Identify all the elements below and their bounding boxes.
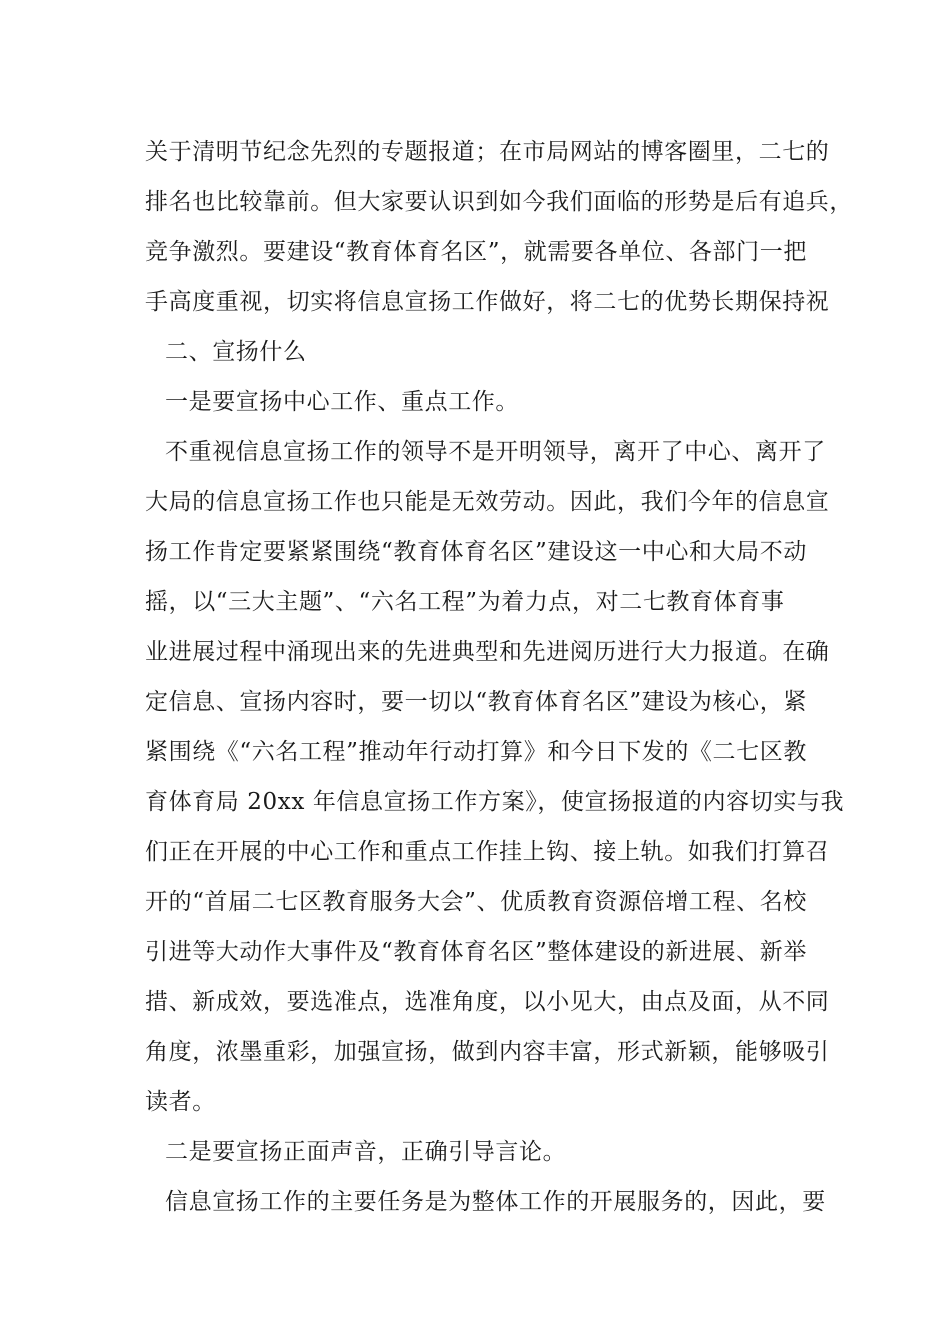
text-line: 紧围绕《“六名工程”推动年行动打算》和今日下发的《二七区教 <box>145 739 807 765</box>
text-line: 育体育局 20xx 年信息宣扬工作方案》，使宣扬报道的内容切实与我 <box>145 789 845 815</box>
text-line: 排名也比较靠前。但大家要认识到如今我们面临的形势是后有追兵， <box>145 189 853 215</box>
text-line: 大局的信息宣扬工作也只能是无效劳动。因此，我们今年的信息宣 <box>145 489 830 515</box>
text-line: 不重视信息宣扬工作的领导不是开明领导，离开了中心、离开了 <box>165 439 826 465</box>
text-line: 定信息、宣扬内容时，要一切以“教育体育名区”建设为核心，紧 <box>145 689 807 715</box>
text-line: 扬工作肯定要紧紧围绕“教育体育名区”建设这一中心和大局不动 <box>145 539 807 565</box>
text-line: 摇，以“三大主题”、“六名工程”为着力点，对二七教育体育事 <box>145 589 785 615</box>
subsection-heading: 二是要宣扬正面声音，正确引导言论。 <box>165 1139 567 1165</box>
text-line: 措、新成效，要选准点，选准角度，以小见大，由点及面，从不同 <box>145 989 830 1015</box>
text-line: 关于清明节纪念先烈的专题报道；在市局网站的博客圈里，二七的 <box>145 139 830 165</box>
text-line: 开的“首届二七区教育服务大会”、优质教育资源倍增工程、名校 <box>145 889 807 915</box>
text-line: 手高度重视，切实将信息宣扬工作做好，将二七的优势长期保持祝 <box>145 289 830 315</box>
text-line: 引进等大动作大事件及“教育体育名区”整体建设的新进展、新举 <box>145 939 807 965</box>
text-line: 信息宣扬工作的主要任务是为整体工作的开展服务的，因此，要 <box>165 1189 826 1215</box>
text-line: 读者。 <box>145 1089 216 1115</box>
text-line: 角度，浓墨重彩，加强宣扬，做到内容丰富，形式新颖，能够吸引 <box>145 1039 830 1065</box>
subsection-heading: 一是要宣扬中心工作、重点工作。 <box>165 389 519 415</box>
text-line: 竞争激烈。要建设“教育体育名区”，就需要各单位、各部门一把 <box>145 239 807 265</box>
text-line: 业进展过程中涌现出来的先进典型和先进阅历进行大力报道。在确 <box>145 639 830 665</box>
section-heading: 二、宣扬什么 <box>165 339 307 365</box>
text-line: 们正在开展的中心工作和重点工作挂上钩、接上轨。如我们打算召 <box>145 839 830 865</box>
